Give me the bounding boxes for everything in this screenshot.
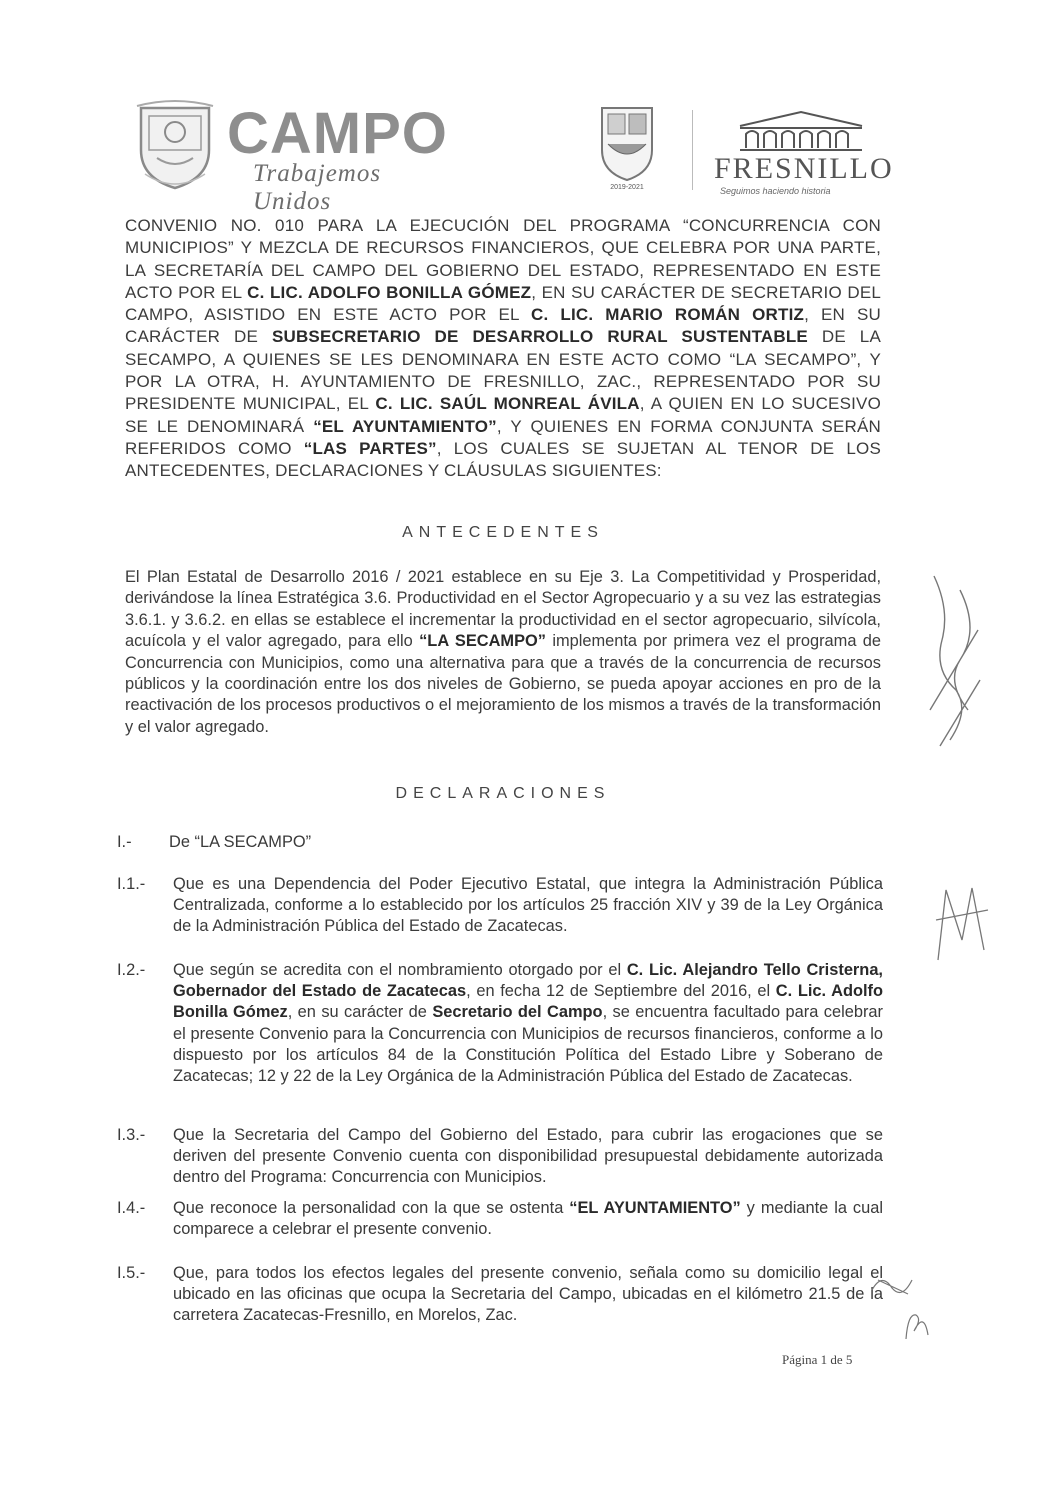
fresnillo-logo-word: FRESNILLO	[714, 152, 894, 185]
intro-bold-party: “EL AYUNTAMIENTO”	[313, 416, 497, 436]
declaration-number: I.1.-	[117, 875, 146, 893]
campo-shield-icon	[135, 98, 215, 190]
intro-text: , A QUIEN EN LO SUCESIVO SE LE DENOMINARÁ	[125, 394, 882, 436]
declaration-number: I.3.-	[117, 1126, 146, 1144]
declaration-text-part: y mediante la cual comparece a celebrar el presente convenio.	[173, 1199, 883, 1239]
declaration-text: Que, para todos los efectos legales del presente convenio, señala como su domicilio legal el ubicado en las oficinas que ocupa la Secretaria del Campo, ubicadas en el kilómetro 21.5 de la carretera Zacatecas-Fresnillo, en Morelos, Zac.	[173, 1264, 883, 1325]
declaration-text: Que es una Dependencia del Poder Ejecutivo Estatal, que integra la Administración Pública Centralizada, conforme a lo establecido por los artículos 25 fracción XIV y 39 de la Ley Orgánica de la Administración Pública del Estado de Zacatecas.	[173, 875, 883, 936]
declaration-text-part: , en su carácter de	[287, 1003, 433, 1022]
signature-mark	[920, 570, 990, 760]
intro-bold-name: C. LIC. SAÚL MONREAL ÁVILA	[375, 394, 640, 414]
intro-text: , Y QUIENES EN FORMA CONJUNTA SERÁN REFERIDOS COMO	[125, 416, 881, 458]
intro-text: DE LA SECAMPO, A QUIENES SE LES DENOMINARA EN ESTE ACTO COMO “LA SECAMPO”, Y POR LA OTRA, H. AYUNTAMIENTO DE FRESNILLO, ZAC., REPRESENTADO POR SU PRESIDENTE MUNICIPAL, EL	[125, 327, 881, 414]
intro-text: , EN SU CARÁCTER DE	[125, 305, 881, 347]
fresnillo-years: 2019-2021	[610, 184, 644, 191]
fresnillo-arches-icon	[736, 108, 866, 152]
antecedentes-bold: “LA SECAMPO”	[419, 632, 546, 651]
declaration-text	[173, 960, 883, 1087]
declaration-item	[117, 874, 883, 938]
letterhead	[0, 0, 1060, 215]
declaration-number: I.4.-	[117, 1199, 146, 1217]
declaration-bold: C. Lic. Adolfo Bonilla Gómez	[173, 982, 883, 1022]
declaration-item	[117, 1198, 883, 1240]
intro-bold-name: C. LIC. ADOLFO BONILLA GÓMEZ	[247, 282, 532, 302]
antecedentes-heading: ANTECEDENTES	[402, 524, 604, 541]
fresnillo-shield-icon	[596, 104, 658, 184]
intro-bold-name: C. LIC. MARIO ROMÁN ORTIZ	[531, 305, 805, 325]
declaraciones-heading: DECLARACIONES	[395, 785, 611, 802]
antecedentes-text: El Plan Estatal de Desarrollo 2016 / 2021 establece en su Eje 3. La Competitividad y Prosperidad, derivándose la línea Estratégica 3.6. Productividad en el Sector Agropecuario y a su vez las estrategias 3.6.1. y 3.6.2. en ellas se establece el incrementar la productividad en el sector agropecuario, silvícola, acuícola y el valor agregado, para ello	[125, 568, 881, 651]
intro-text: CONVENIO NO. 010 PARA LA EJECUCIÓN DEL PROGRAMA “CONCURRENCIA CON MUNICIPIOS” Y MEZCLA DE RECURSOS FINANCIEROS, QUE CELEBRA POR UNA PARTE, LA SECRETARÍA DEL CAMPO DEL GOBIERNO DEL ESTADO, REPRESENTADO EN ESTE ACTO POR EL	[125, 216, 881, 302]
declaration-number: I.2.-	[117, 961, 146, 979]
declaration-bold: “EL AYUNTAMIENTO”	[569, 1199, 741, 1217]
declaration-number: I.-	[117, 833, 132, 851]
declaration-bold: Secretario del Campo	[432, 1003, 603, 1022]
declaration-item	[117, 1263, 883, 1327]
declaration-text-part: Que según se acredita con el nombramiento otorgado por el	[173, 961, 627, 979]
declaraciones-subheading	[117, 833, 311, 852]
page-number: Página 1 de 5	[782, 1352, 853, 1367]
signature-mark	[902, 1305, 932, 1345]
antecedentes-paragraph	[125, 567, 881, 738]
logo-divider	[692, 110, 693, 190]
intro-bold-party: “LAS PARTES”	[303, 438, 437, 458]
declaration-text-part: , se encuentra facultado para celebrar el presente Convenio para la Concurrencia con Municipios de recursos financieros, conforme a lo dispuesto por los artículos 84 de la Constitución Política del Estado Libre y Soberano de Zacatecas; 12 y 22 de la Ley Orgánica de la Administración Pública del Estado de Zacatecas.	[173, 1003, 883, 1086]
declaration-item	[117, 1125, 883, 1189]
signature-mark	[868, 1270, 918, 1300]
declaration-party: De “LA SECAMPO”	[169, 833, 312, 851]
declaration-text-part: Que reconoce la personalidad con la que se ostenta	[173, 1199, 570, 1217]
campo-logo-slogan: Trabajemos Unidos	[253, 160, 382, 215]
declaration-text	[173, 1198, 883, 1240]
campo-logo	[135, 98, 455, 215]
antecedentes-text: implementa por primera vez el programa de Concurrencia con Municipios, como una alternativa para que a través de la concurrencia de recursos públicos y la coordinación entre los dos niveles de Gobierno, se pueda apoyar acciones en pro de la reactivación de los procesos productivos o el mejoramiento de los mismos a través de la transformación y el valor agregado.	[125, 632, 882, 736]
intro-text: , LOS CUALES SE SUJETAN AL TENOR DE LOS ANTECEDENTES, DECLARACIONES Y CLÁUSULAS SIGUIENTES:	[125, 438, 881, 481]
intro-bold-title: SUBSECRETARIO DE DESARROLLO RURAL SUSTENTABLE	[271, 327, 808, 347]
declaration-bold: C. Lic. Alejandro Tello Cristerna, Gobernador del Estado de Zacatecas	[173, 961, 883, 1001]
intro-text: , EN SU CARÁCTER DE SECRETARIO DEL CAMPO, ASISTIDO EN ESTE ACTO POR EL	[125, 282, 882, 325]
signature-mark	[932, 880, 992, 970]
declaration-text: Que la Secretaria del Campo del Gobierno del Estado, para cubrir las erogaciones que se deriven del presente Convenio cuenta con disponibilidad presupuestal debidamente autorizada dentro del Programa: Concurrencia con Municipios.	[173, 1126, 883, 1187]
campo-logo-word: CAMPO	[227, 101, 448, 166]
declaration-item	[117, 960, 883, 1087]
declaration-text-part: , en fecha 12 de Septiembre del 2016, el	[466, 982, 776, 1001]
declaration-number: I.5.-	[117, 1264, 146, 1282]
fresnillo-logo-tagline: Seguimos haciendo historia	[720, 186, 831, 196]
fresnillo-logo	[596, 104, 896, 200]
convenio-intro	[125, 215, 881, 483]
